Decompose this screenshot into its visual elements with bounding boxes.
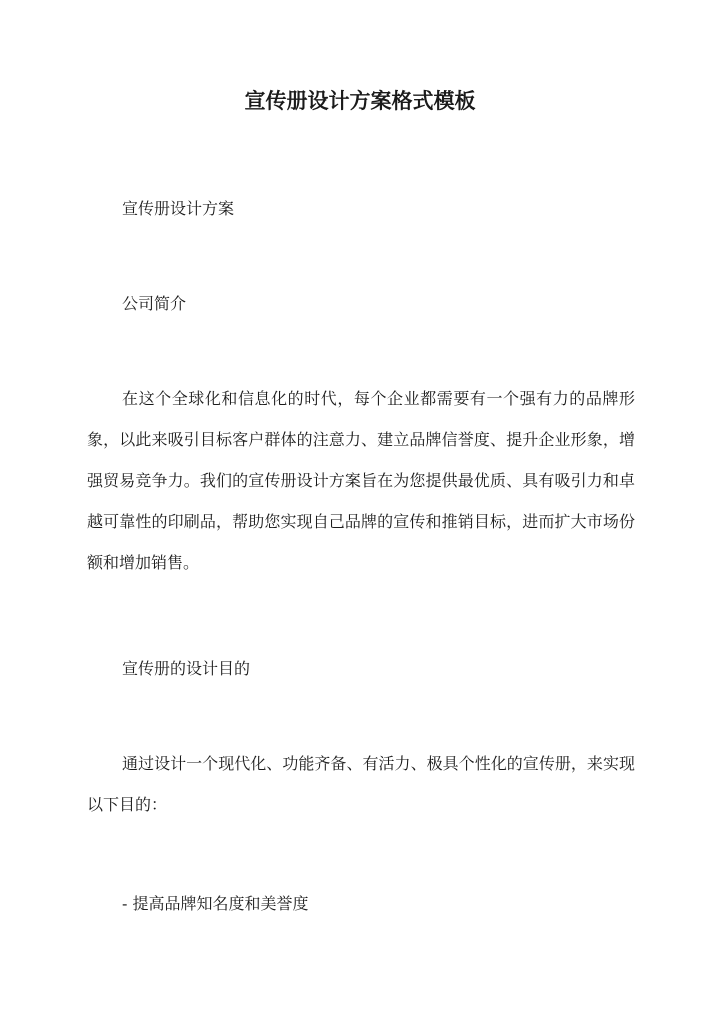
company-intro-paragraph: 在这个全球化和信息化的时代，每个企业都需要有一个强有力的品牌形象，以此来吸引目标客户群体的注意力、建立品牌信誉度、提升企业形象，增强贸易竞争力。我们的宣传册设计方案旨在为您提供最优质、具有吸引力和卓越可靠性的印刷品，帮助您实现自己品牌的宣传和推销目标，进而扩大市场份额和增加销售。 <box>87 389 635 572</box>
list-item: - 提高品牌知名度和美誉度 <box>122 894 309 913</box>
section-heading-design-purpose: 宣传册的设计目的 <box>122 659 251 678</box>
document-title: 宣传册设计方案格式模板 <box>244 88 476 113</box>
document-subtitle: 宣传册设计方案 <box>122 199 235 218</box>
design-purpose-paragraph: 通过设计一个现代化、功能齐备、有活力、极具个性化的宣传册，来实现以下目的： <box>87 754 635 814</box>
section-heading-company-intro: 公司简介 <box>122 294 187 313</box>
